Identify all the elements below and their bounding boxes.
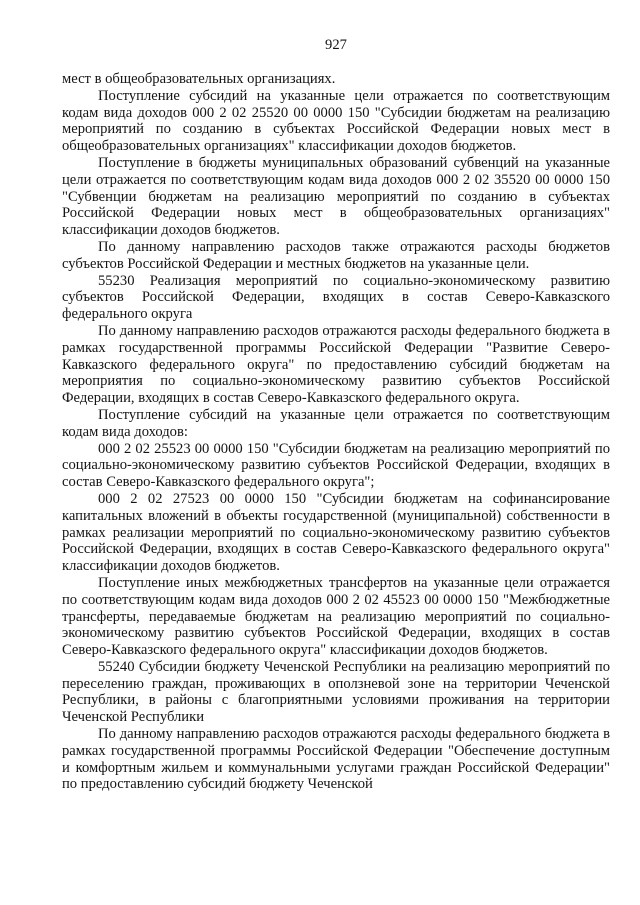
paragraph-3: Поступление в бюджеты муниципальных образований субвенций на указанные цели отражается по соответствующим кодам вида доходов 000 2 02 35520 00 0000 150 "Субвенции бюджетам на реализацию мероприятий по созданию в субъектах Российской Федерации новых мест в общеобразовательных организациях" классификации доходов бюджетов.	[62, 154, 610, 239]
paragraph-8: 000 2 02 25523 00 0000 150 "Субсидии бюджетам на реализацию мероприятий по социально-экономическому развитию субъектов Российской Федерации, входящих в состав Северо-Кавказского федерального округа";	[62, 440, 610, 491]
paragraph-4: По данному направлению расходов также отражаются расходы бюджетов субъектов Российской Федерации и местных бюджетов на указанные цели.	[62, 238, 610, 272]
paragraph-12: По данному направлению расходов отражаются расходы федерального бюджета в рамках государственной программы Российской Федерации "Обеспечение доступным и комфортным жильем и коммунальными услугами граждан Российской Федерации" по предоставлению субсидий бюджету Чеченской	[62, 726, 610, 793]
document-page	[62, 0, 610, 905]
section-heading-55240: 55240 Субсидии бюджету Чеченской Республики на реализацию мероприятий по переселению граждан, проживающих в оползневой зоне на территории Чеченской Республики, в районы с благоприятными условиями проживания на территории Чеченской Республики	[62, 658, 610, 726]
paragraph-6: По данному направлению расходов отражаются расходы федерального бюджета в рамках государственной программы Российской Федерации "Развитие Северо-Кавказского федерального округа" по предоставлению субсидий бюджетам на мероприятия по социально-экономическому развитию субъектов Российской Федерации, входящих в состав Северо-Кавказского федерального округа.	[62, 322, 610, 407]
paragraph-9: 000 2 02 27523 00 0000 150 "Субсидии бюджетам на софинансирование капитальных вложений в объекты государственной (муниципальной) собственности в рамках реализации мероприятий по социально-экономическому развитию субъектов Российской Федерации, входящих в состав Северо-Кавказского федерального округа" классификации доходов бюджетов.	[62, 490, 610, 575]
paragraph-1: мест в общеобразовательных организациях.	[62, 71, 336, 87]
paragraph-2: Поступление субсидий на указанные цели отражается по соответствующим кодам вида доходов 000 2 02 25520 00 0000 150 "Субсидии бюджетам на реализацию мероприятий по созданию в субъектах Российской Федерации новых мест в общеобразовательных организациях" классификации доходов бюджетов.	[62, 87, 610, 155]
paragraph-7: Поступление субсидий на указанные цели отражается по соответствующим кодам вида доходов:	[62, 406, 610, 440]
document-body	[62, 71, 610, 793]
section-heading-55230: 55230 Реализация мероприятий по социально-экономическому развитию субъектов Российской Федерации, входящих в состав Северо-Кавказского федерального округа	[62, 272, 610, 323]
paragraph-10: Поступление иных межбюджетных трансфертов на указанные цели отражается по соответствующим кодам вида доходов 000 2 02 45523 00 0000 150 "Межбюджетные трансферты, передаваемые бюджетам на реализацию мероприятий по социально-экономическому развитию субъектов Российской Федерации, входящих в состав Северо-Кавказского федерального округа" классификации доходов бюджетов.	[62, 574, 610, 659]
page-number: 927	[325, 37, 347, 53]
